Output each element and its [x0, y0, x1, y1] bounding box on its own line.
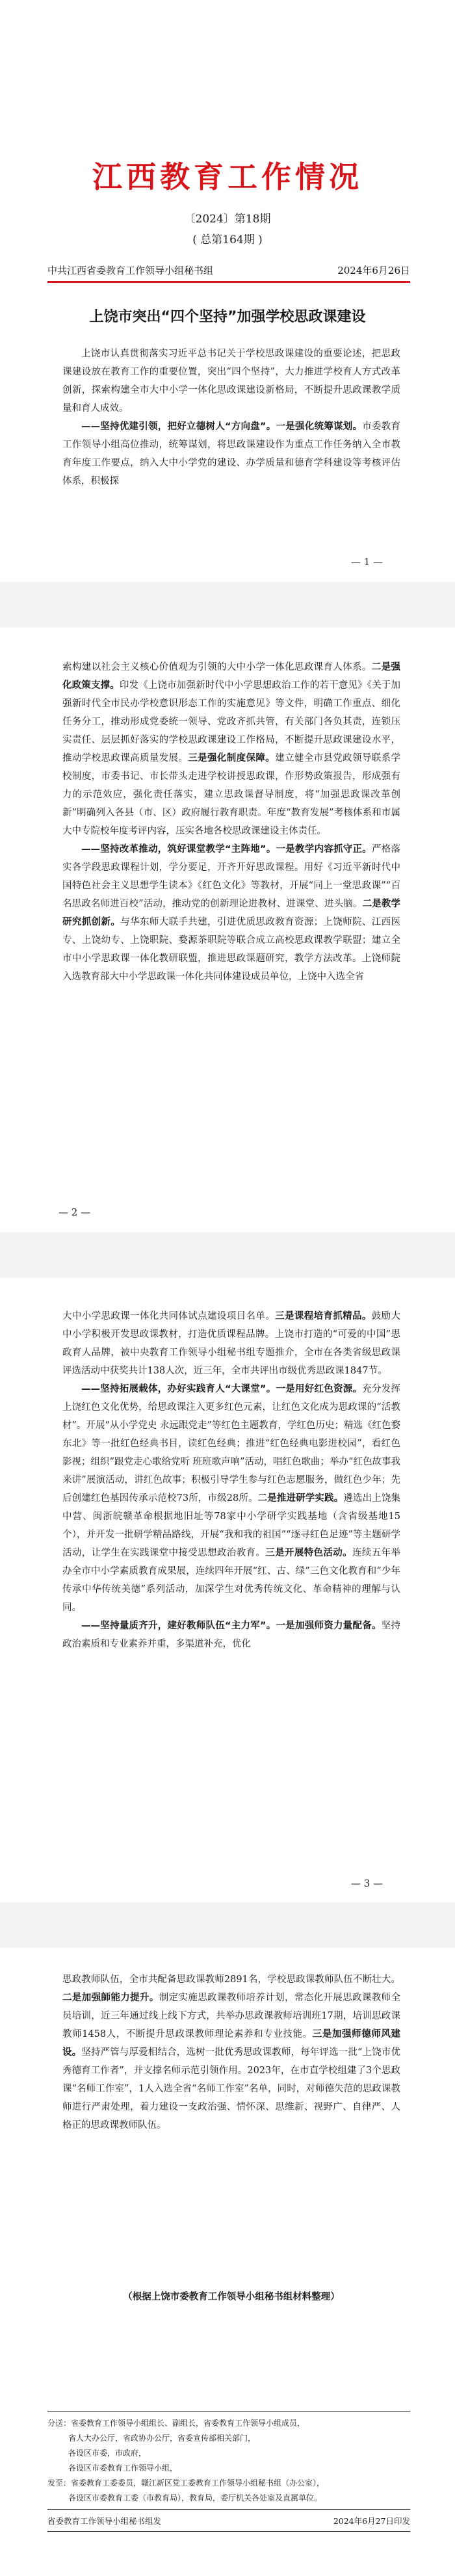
paragraph: [62, 418, 400, 490]
paragraph-text: 市委教育工作领导小组高位推动，统筹谋划，将思政课建设作为重点工作任务纳入全市教育年度工作要点，纳入大中小学党的建设、办学质量和德育学科建设等考核评估体系，积极探: [62, 421, 401, 486]
section-heading: ——坚持优建引领，把好立德树人“方向盘”。: [81, 421, 276, 432]
page-number: — 2 —: [58, 1206, 91, 1218]
bold-lead: 二是教学研究抓创新。: [62, 899, 400, 927]
bold-lead: 三是开展特色活动。: [265, 1548, 353, 1558]
paragraph: [62, 1307, 400, 1380]
page1-body: [62, 345, 400, 490]
paragraph-text: 大中小学思政课一体化共同体试点建设项目名单。: [62, 1311, 276, 1321]
page-number: — 1 —: [351, 556, 384, 568]
bold-lead: 一是强化统筹谋划。: [276, 421, 363, 432]
paragraph-text: 遴选出上饶集中营、闽浙皖赣革命根据地旧址等78家中小学研学实践基地（含省级基地15个），并开发一批研学精品路线，开展“我和我的祖国”“逐寻红色足迹”等主题研学活动，让学生在实践课堂中接受思想政治教育。: [62, 1493, 401, 1558]
paragraph-text: 连续五年举办全市中小学素质教育成果展，连续四年开展“红、古、绿”三色文化教育和“少年传承中华传统美德”系列活动，加深学生对优秀传统文化、革命精神的理解与认同。: [62, 1548, 401, 1613]
bold-lead: 三是强化制度保障。: [188, 753, 276, 764]
paragraph-text: 印发《上饶市加强新时代中小学思想政治工作的若干意见》《关于加强新时代全市民办学校意识形态工作的实施意见》等文件，明确工作重点、细化任务分工，推动形成党委统一领导、党政齐抓共管，有关部门各负其责，连锁压实责任、层层抓好落实的学校思政课建设工作格局，不断提升思政课建设水平，推动学校思政课高质量发展。: [62, 680, 401, 764]
paragraph: 上饶市认真贯彻落实习近平总书记关于学校思政课建设的重要论述，把思政课建设放在教育工作的重要位置，突出“四个坚持”，大力推进学校育人方式改革创新，探索构建全市大中小学一体化思政课建设新格局，不断提升思政课教学质量和育人成效。: [62, 349, 400, 414]
section-heading: ——坚持改革推动，筑好课堂教学“主阵地”。: [81, 844, 276, 855]
total-issue-number: ( 总第164期 ): [192, 233, 263, 246]
footer-issuer: 省委教育工作领导小组秘书组发: [47, 2516, 162, 2526]
issue-date: 2024年6月26日: [337, 265, 410, 276]
footer-bottom-rule: [47, 2531, 410, 2532]
paragraph-text: 坚持政治素质和专业素养并重，多渠道补充，优化: [62, 1621, 401, 1649]
paragraph-text: 索构建以社会主义核心价值观为引领的大中小学一体化思政课育人体系。: [62, 662, 372, 672]
bold-lead: 二是加强師能力提升。: [62, 1993, 159, 2003]
footer: [47, 2515, 410, 2527]
paragraph-text: 严格落实各学段思政课程计划，学分要足，开齐开好思政课程。用好《习近平新时代中国特色社会主义思想学生读本》《红色文化》等教材，开展“同上一堂思政课”“百名思政名师进百校”活动，推动党的创新理论进教材、进课堂、进头脑。: [62, 844, 401, 909]
distribution-row: 分送：省委教育工作领导小组组长、副组长，省委教育工作领导小组成员，: [47, 2419, 306, 2428]
paragraph-text: 建立健全市县党政领导联系学校制度，市委书记、市长带头走进学校讲授思政课，作形势政策报告，形成强有力的示范效应，强化责任落实，建立思政课督导制度，将“加强思政课改革创新”明确列入各县（市、区）政府履行教育职责。年度“教育发展”考核体系和市属大中专院校年度考评内容，压实各地各校思政课建设主体责任。: [62, 753, 401, 836]
page4-body: [62, 1971, 400, 2134]
distribution-row: 省人大办公厅，省政协办公厅，省委宣传部相关部门，: [68, 2434, 256, 2443]
paragraph-text: 鼓励大中小学积极开发思政课教材，打造优质课程品牌。上饶市打造的“可爱的中国”思政育人品牌，被中央教育工作领导小组秘书组专题推介，全市在各类省级思政课评选活动中获奖共计138人次，近三年，全市共评出市级优秀思政课1847节。: [62, 1311, 401, 1376]
page-gap: [0, 1902, 455, 1948]
distribution-row: 各设区市委教育工委（市教育局），教育局，委厅机关各处室及直属单位。: [68, 2493, 322, 2503]
distribution-row: 各设区市委教育工作领导小组，: [68, 2463, 178, 2473]
distribution-list: [47, 2416, 410, 2506]
issuing-org: 中共江西省委教育工作领导小组秘书组: [47, 265, 214, 276]
page3-body: [62, 1307, 400, 1653]
distribution-row: 各设区市委，市政府，: [68, 2449, 147, 2458]
distribution-top-rule: [47, 2411, 410, 2412]
bold-lead: 三是加强师德师风建设。: [62, 2029, 401, 2058]
page-number: — 3 —: [351, 1878, 384, 1889]
footer-print-date: 2024年6月27日印发: [333, 2516, 410, 2526]
header-org-line: [47, 263, 410, 277]
bold-lead: 二是强化政策支撑。: [62, 662, 401, 691]
page-gap: [0, 582, 455, 628]
bold-lead: 一是教学内容抓守正。: [276, 844, 372, 855]
distribution-row: 发至：省委教育工委委员，赣江新区党工委教育工作领导小组秘书组（办公室），: [47, 2478, 325, 2488]
page2-body: [62, 658, 400, 986]
paragraph: [62, 658, 400, 840]
paragraph-text: 思政教师队伍，全市共配备思政课教师2891名，学校思政课教师队伍不断壮大。: [62, 1974, 400, 1985]
bold-lead: 二是推进研学实践。: [257, 1493, 344, 1504]
paragraph: [62, 1617, 400, 1653]
paragraph: [62, 1380, 400, 1617]
page-gap: [0, 1232, 455, 1278]
paragraph-text: 充分发挥上饶红色文化优势，给思政课注入更多红色元素，让红色文化成为思政课的“活教材”。开展“从小学党史 永远跟党走”等红色主题教育，学红色历史；精选《红色婺东北》等一批红色经典书目，读红色经典；推进“红色经典电影进校园”，看红色影视；组织“跟党走心歌给党听 班班歌声响”活动，唱红色歌曲；举办“红色故事我来讲”展演活动，讲红色故事；积极引导学生参与红色志愿服务，做红色少年；先后创建红色基因传承示范校73所，市级28所。: [62, 1384, 401, 1504]
article-title: 上饶市突出“四个坚持”加强学校思政课建设: [89, 309, 366, 325]
paragraph-text: 与华东师大联手共建，引进优质思政教育资源；上饶师院、江西医专、上饶幼专、上饶职院、婺源茶职院等联合成立高校思政课教学联盟；建立全市中小学思政课一体化教研联盟，推进思政课题研究，教学方法改革。上饶师院入选教育部大中小学思政课一体化共同体建设成员单位，上饶中入选全省: [62, 917, 401, 982]
bold-lead: 三是课程培育抓精品。: [275, 1311, 372, 1321]
section-heading: ——坚持量质齐升，建好教师队伍“主力军”。: [81, 1621, 276, 1631]
issue-number: 〔2024〕第18期: [184, 213, 271, 226]
source-note: （根据上饶市委教育工作领导小组秘书组材料整理）: [123, 2292, 340, 2302]
bold-lead: 一是加强师资力量配备。: [276, 1621, 382, 1631]
paragraph-text: 制定实施思政课教师培养计划，常态化开展思政课教师全员培训，近三年通过线上线下方式，共举办思政课教师培训班17期，培训思政课教师1458人，不断提升思政课教师理论素养和专业技能。: [62, 1993, 401, 2039]
paragraph: [62, 840, 400, 986]
paragraph: [62, 1971, 400, 2134]
red-divider: [47, 281, 410, 283]
paragraph-text: 坚持严管与厚爱相结合，选树一批优秀思政课教师，每年评选一批“上饶市优秀德育工作者”，并支撑名师示范引领作用。2023年，在市直学校组建了3个思政课“名师工作室”，1人入选全省“名师工作室”名单，同时，对师德失范的思政课教师进行严肃处理，着力建设一支政治强、情怀深、思维新、视野广、自律严、人格正的思政课教师队伍。: [62, 2047, 400, 2131]
bold-lead: 一是用好红色资源。: [276, 1384, 363, 1394]
masthead-title: 江西教育工作情况: [92, 159, 363, 194]
section-heading: ——坚持拓展载体，办好实践育人“大课堂”。: [81, 1384, 276, 1394]
footer-top-rule: [47, 2509, 410, 2510]
